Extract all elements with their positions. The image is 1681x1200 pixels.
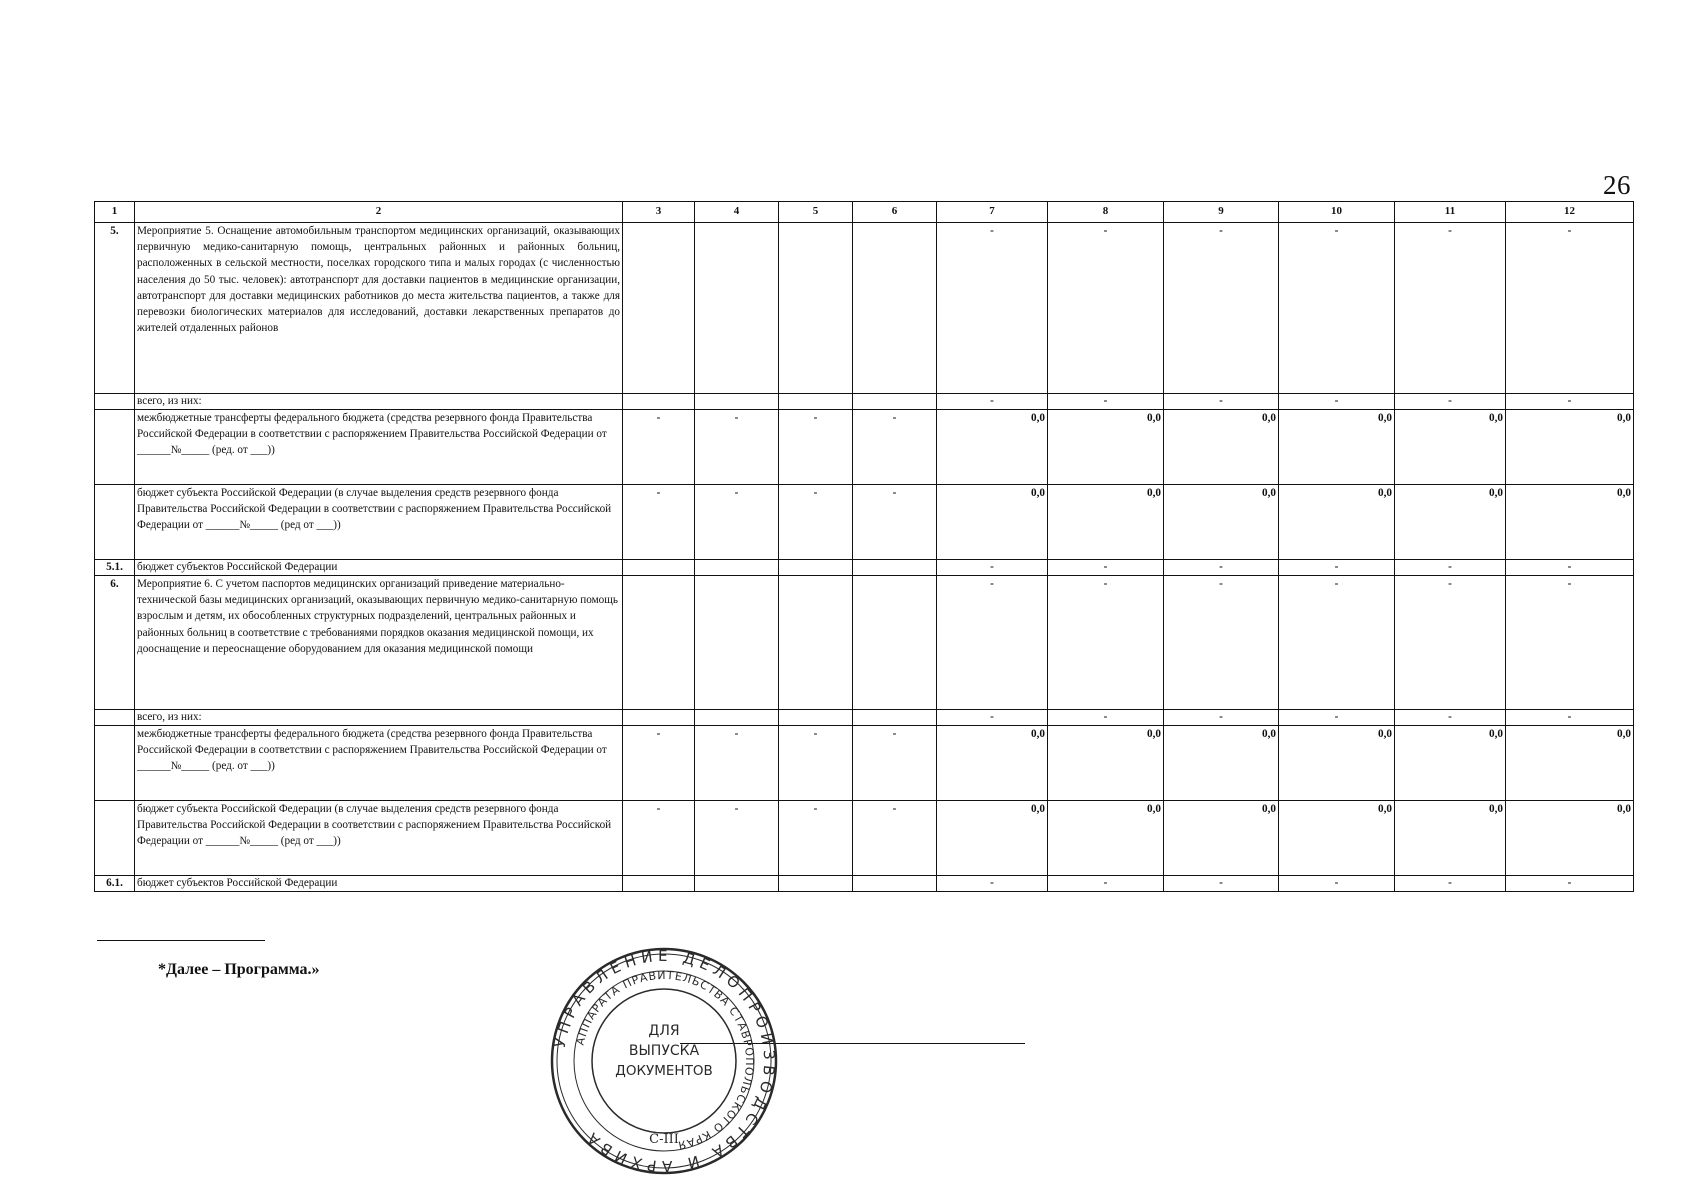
value-cell [623,710,695,726]
value-cell: - [937,560,1048,576]
value-cell: 0,0 [937,485,1048,560]
column-number: 7 [937,202,1048,223]
table-row [95,394,1634,410]
value-cell: - [1048,223,1164,394]
stamp-outer-text: УПРАВЛЕНИЕ ДЕЛОПРОИЗВОДСТВА И АРХИВА [550,946,779,1176]
row-description: межбюджетные трансферты федерального бюджета (средства резервного фонда Правительства Российской Федерации в соответствии с распоряжением Правительства Российской Федерации от ______№_____ (ред. от ___)) [135,410,623,485]
value-cell: 0,0 [1279,801,1395,876]
table-row [95,801,1634,876]
table-row [95,560,1634,576]
value-cell: - [695,801,779,876]
value-cell: - [1395,223,1506,394]
value-cell: - [1279,223,1395,394]
value-cell: 0,0 [1048,726,1164,801]
value-cell: 0,0 [1506,410,1634,485]
value-cell: 0,0 [1164,485,1279,560]
value-cell: 0,0 [1164,410,1279,485]
value-cell [623,394,695,410]
row-description: всего, из них: [135,394,623,410]
value-cell: - [937,223,1048,394]
value-cell [779,710,853,726]
stamp-code: С-III [649,1132,679,1147]
value-cell [623,560,695,576]
value-cell: - [937,710,1048,726]
column-number-row [95,202,1634,223]
table-row [95,485,1634,560]
row-description: бюджет субъекта Российской Федерации (в случае выделения средств резервного фонда Правительства Российской Федерации в соответствии с распоряжением Правительства Российской Федерации от ______№_____ (ред от ___)) [135,801,623,876]
value-cell: 0,0 [1506,801,1634,876]
row-description: бюджет субъектов Российской Федерации [135,876,623,892]
value-cell: - [623,410,695,485]
row-description: Мероприятие 6. С учетом паспортов медицинских организаций приведение материально-технической базы медицинских организаций, оказывающих первичную медико-санитарную помощь взрослым и детям, их обособленных структурных подразделений, центральных районных и районных больниц в соответствие с требованиями порядков оказания медицинской помощи, их дооснащение и переоснащение оборудованием для оказания медицинской помощи [135,576,623,710]
value-cell: 0,0 [1395,485,1506,560]
value-cell: 0,0 [937,801,1048,876]
value-cell: - [623,485,695,560]
value-cell: - [1048,710,1164,726]
row-number [95,710,135,726]
stamp-center-line-3: ДОКУМЕНТОВ [615,1063,713,1079]
value-cell: - [937,876,1048,892]
value-cell: 0,0 [1279,485,1395,560]
budget-table-container [94,201,1633,892]
value-cell: - [1506,710,1634,726]
value-cell: - [695,410,779,485]
row-number [95,726,135,801]
footnote-text: *Далее – Программа.» [158,961,320,978]
value-cell [853,710,937,726]
value-cell: - [623,801,695,876]
value-cell: 0,0 [1048,485,1164,560]
value-cell: - [623,726,695,801]
value-cell: 0,0 [1279,726,1395,801]
value-cell: - [779,801,853,876]
value-cell [695,876,779,892]
value-cell: - [1506,876,1634,892]
column-number: 5 [779,202,853,223]
value-cell: - [1506,223,1634,394]
value-cell: - [1395,560,1506,576]
value-cell: - [1506,576,1634,710]
table-row [95,876,1634,892]
value-cell: - [1164,560,1279,576]
value-cell: 0,0 [1048,410,1164,485]
value-cell: - [1048,576,1164,710]
value-cell [695,394,779,410]
column-number: 4 [695,202,779,223]
row-description: бюджет субъектов Российской Федерации [135,560,623,576]
row-description: Мероприятие 5. Оснащение автомобильным транспортом медицинских организаций, оказывающих первичную медико-санитарную помощь, центральных районных и районных больниц, расположенных в сельской местности, поселках городского типа и малых городах (с численностью населения до 50 тыс. человек): автотранспорт для доставки пациентов в медицинские организации, автотранспорт для доставки медицинских работников до места жительства пациентов, а также для перевозки биологических материалов для исследований, доставки лекарственных препаратов до жителей отдаленных районов [135,223,623,394]
value-cell: - [1164,876,1279,892]
value-cell: - [1279,394,1395,410]
value-cell [623,876,695,892]
value-cell [779,394,853,410]
value-cell: 0,0 [1048,801,1164,876]
stamp-inner-text: АППАРАТА ПРАВИТЕЛЬСТВА СТАВРОПОЛЬСКОГО КРАЯ [573,968,757,1152]
row-number: 5. [95,223,135,394]
value-cell [623,223,695,394]
value-cell [623,576,695,710]
row-number [95,801,135,876]
value-cell [853,223,937,394]
table-row [95,726,1634,801]
table-row [95,410,1634,485]
value-cell: - [1164,710,1279,726]
column-number: 3 [623,202,695,223]
value-cell: - [1164,576,1279,710]
table-row [95,223,1634,394]
value-cell: - [1279,560,1395,576]
value-cell: 0,0 [1164,801,1279,876]
value-cell [695,576,779,710]
table-row [95,710,1634,726]
column-number: 6 [853,202,937,223]
value-cell: - [937,576,1048,710]
value-cell [853,560,937,576]
value-cell [695,710,779,726]
value-cell [779,560,853,576]
budget-table [94,201,1634,892]
value-cell: 0,0 [937,410,1048,485]
column-number: 8 [1048,202,1164,223]
value-cell: - [779,485,853,560]
row-number [95,410,135,485]
value-cell: - [1395,576,1506,710]
column-number: 1 [95,202,135,223]
value-cell [695,560,779,576]
column-number: 10 [1279,202,1395,223]
value-cell: - [779,726,853,801]
row-number: 6. [95,576,135,710]
value-cell [779,576,853,710]
value-cell [853,394,937,410]
row-description: всего, из них: [135,710,623,726]
value-cell [853,876,937,892]
stamp-center-line-2: ВЫПУСКА [628,1043,700,1059]
value-cell [779,223,853,394]
value-cell: - [1395,710,1506,726]
value-cell: - [853,801,937,876]
value-cell: 0,0 [1506,485,1634,560]
value-cell: 0,0 [937,726,1048,801]
value-cell: - [1048,560,1164,576]
stamp-center-line-1: ДЛЯ [648,1023,680,1039]
value-cell: 0,0 [1395,410,1506,485]
value-cell: - [695,485,779,560]
value-cell: - [1279,876,1395,892]
row-number [95,485,135,560]
table-body [95,202,1634,892]
row-number: 6.1. [95,876,135,892]
value-cell: - [1279,576,1395,710]
value-cell: - [853,410,937,485]
value-cell: - [853,726,937,801]
value-cell: - [853,485,937,560]
table-row [95,576,1634,710]
row-description: бюджет субъекта Российской Федерации (в случае выделения средств резервного фонда Правительства Российской Федерации в соответствии с распоряжением Правительства Российской Федерации от ______№_____ (ред от ___)) [135,485,623,560]
value-cell [695,223,779,394]
value-cell: - [1048,394,1164,410]
value-cell: - [1395,876,1506,892]
column-number: 11 [1395,202,1506,223]
row-number [95,394,135,410]
column-number: 12 [1506,202,1634,223]
value-cell: 0,0 [1395,726,1506,801]
value-cell: - [1164,394,1279,410]
value-cell: - [1164,223,1279,394]
row-number: 5.1. [95,560,135,576]
value-cell: - [779,410,853,485]
column-number: 2 [135,202,623,223]
value-cell: - [695,726,779,801]
official-stamp [548,945,780,1177]
value-cell [853,576,937,710]
page-number: 26 [1603,170,1631,200]
row-description: межбюджетные трансферты федерального бюджета (средства резервного фонда Правительства Российской Федерации в соответствии с распоряжением Правительства Российской Федерации от ______№_____ (ред. от ___)) [135,726,623,801]
value-cell: - [1506,560,1634,576]
value-cell: 0,0 [1395,801,1506,876]
value-cell: - [1279,710,1395,726]
value-cell: - [937,394,1048,410]
value-cell: 0,0 [1506,726,1634,801]
value-cell: 0,0 [1164,726,1279,801]
value-cell: 0,0 [1279,410,1395,485]
value-cell [779,876,853,892]
footnote-separator [97,940,265,941]
value-cell: - [1048,876,1164,892]
value-cell: - [1395,394,1506,410]
column-number: 9 [1164,202,1279,223]
value-cell: - [1506,394,1634,410]
